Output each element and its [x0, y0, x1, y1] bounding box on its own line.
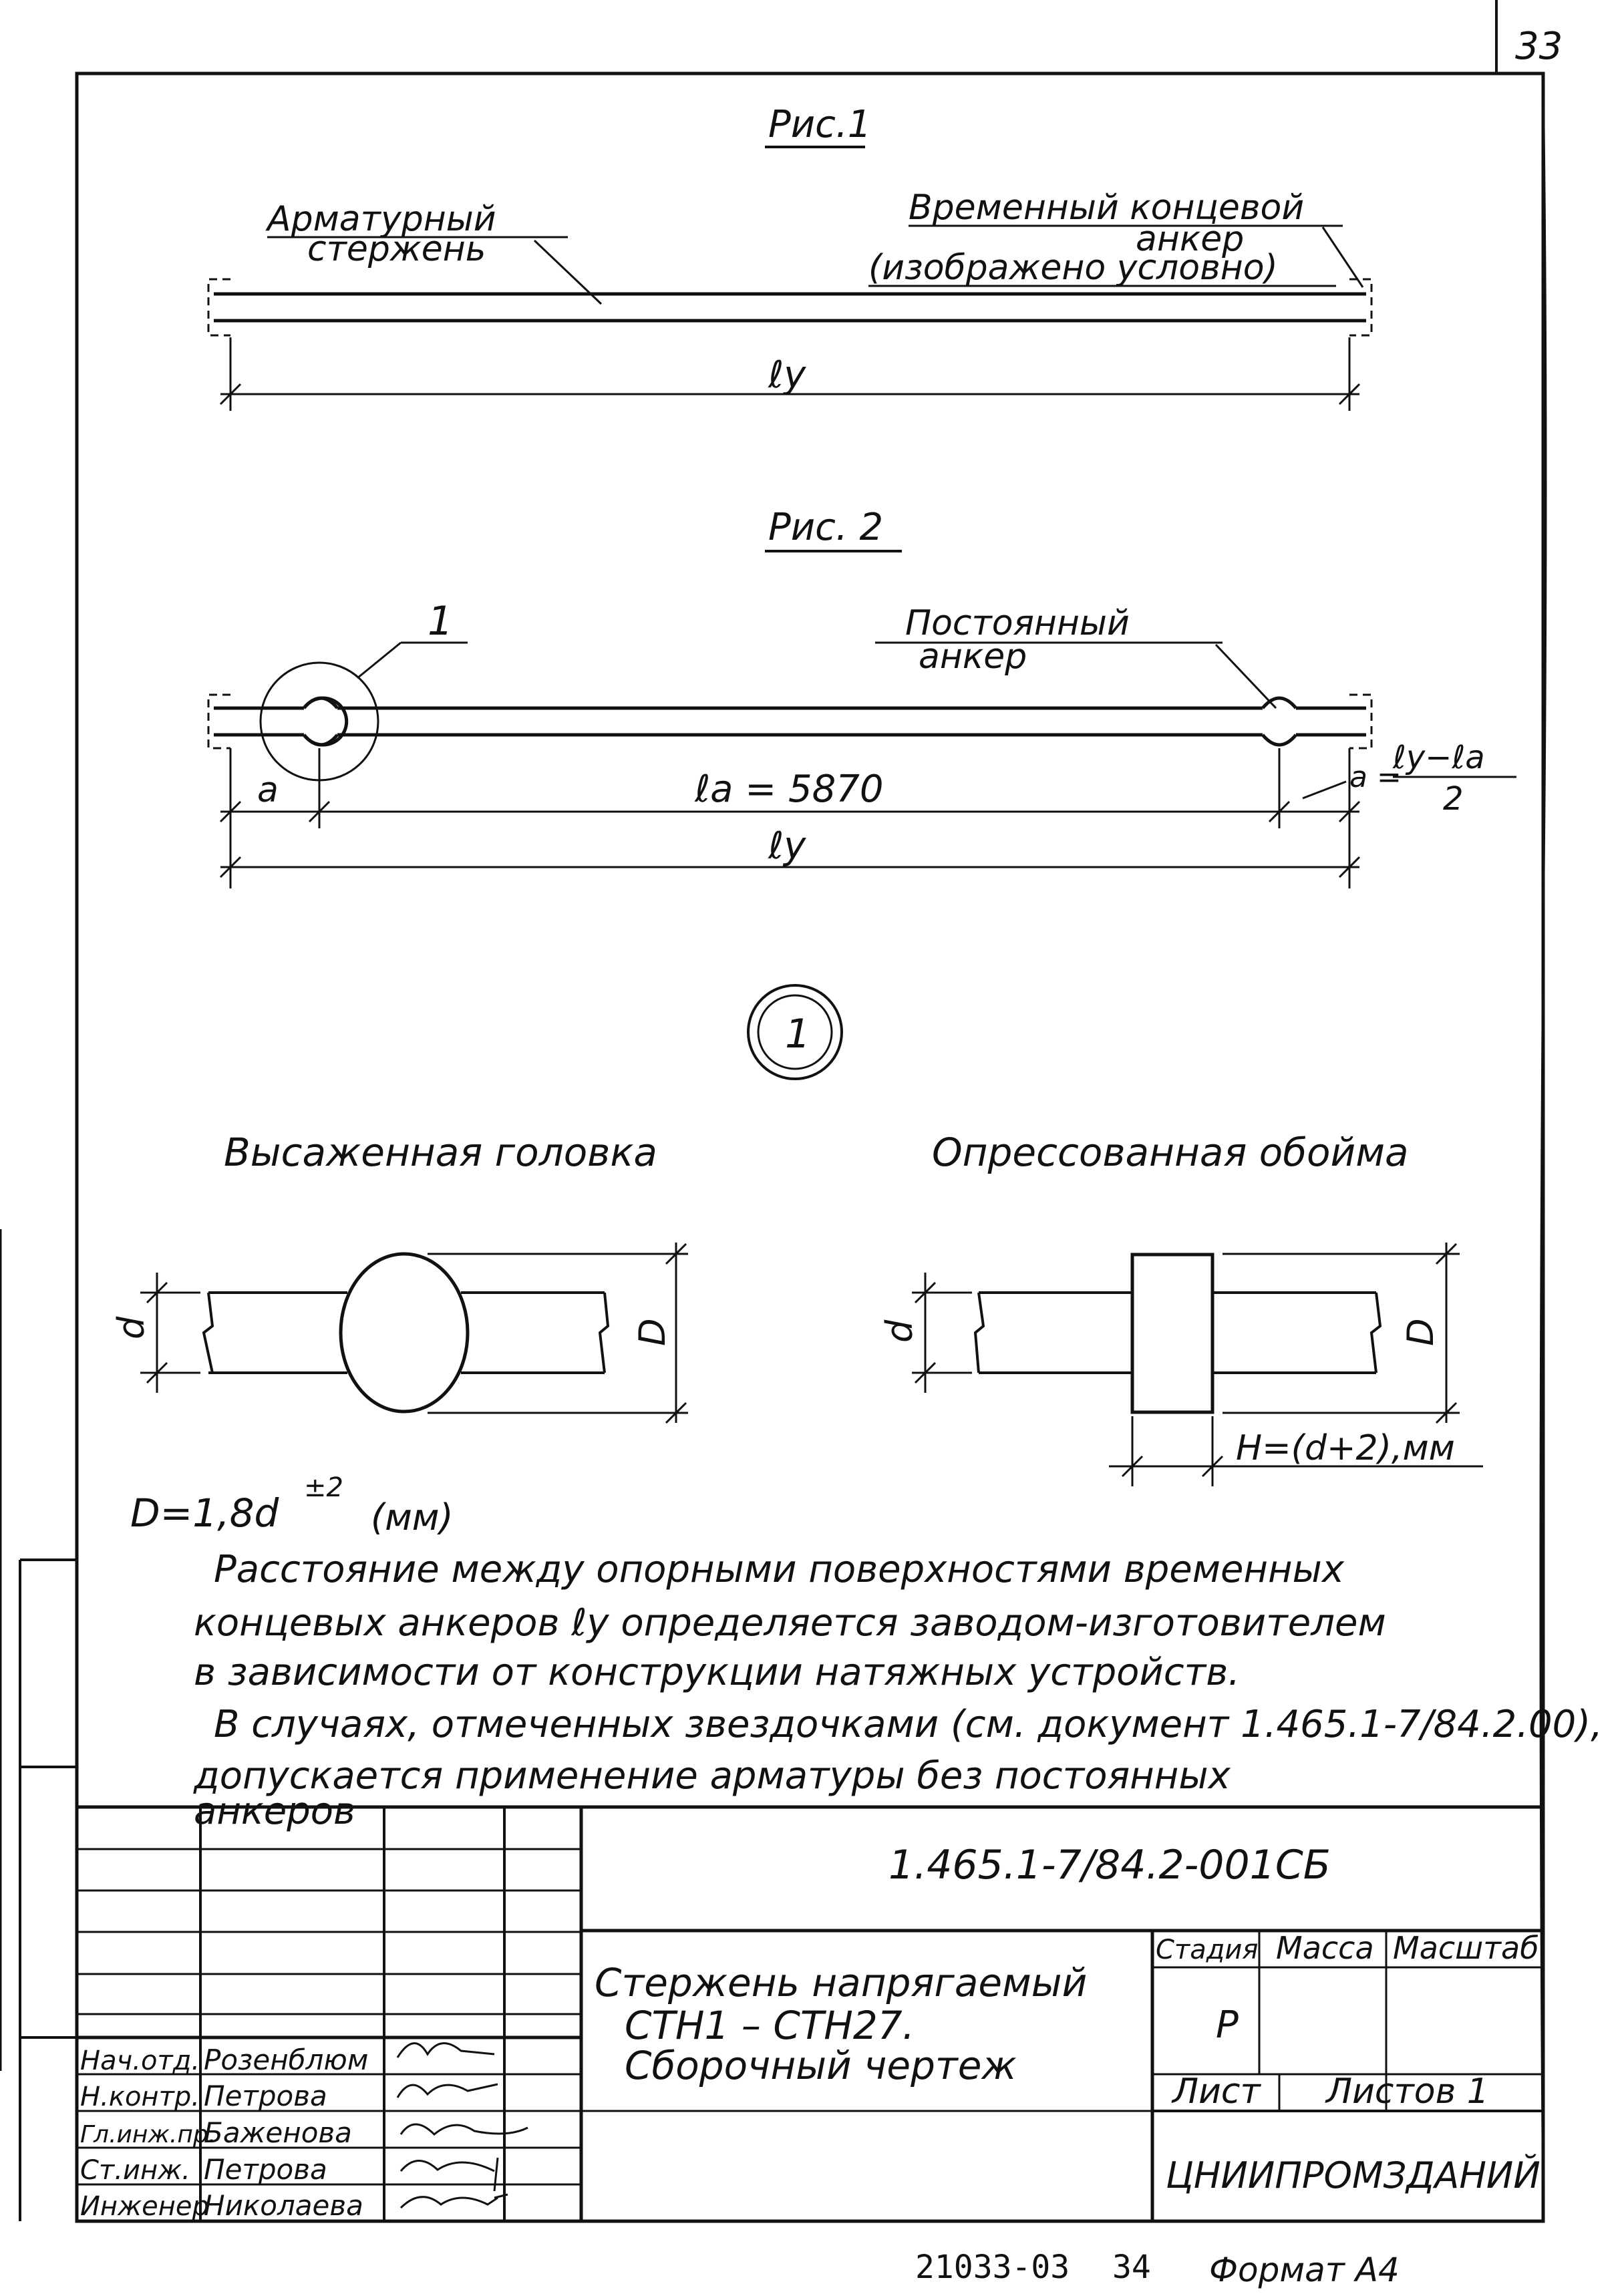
detail-heading-right: Опрессованная обойма: [932, 1130, 1409, 1175]
sheet-small: 34: [1112, 2249, 1151, 2286]
fig2-anchor-head-right: [1263, 698, 1296, 745]
stage-value: Р: [1216, 2003, 1239, 2047]
fig2-callout-number: 1: [428, 598, 454, 645]
fig2-formula-den: 2: [1443, 780, 1464, 818]
doc-code: 1.465.1-7/84.2-001СБ: [888, 1842, 1331, 1889]
sleeve-dim-d: d: [878, 1319, 921, 1343]
sig-role-1: Нач.отд.: [80, 2045, 200, 2076]
formula-unit: (мм): [371, 1496, 454, 1538]
upset-head-drawing: [140, 1243, 688, 1423]
note-line-6: анкеров: [194, 1790, 356, 1833]
note-line-3: в зависимости от конструкции натяжных устройств.: [194, 1651, 1241, 1694]
fig1-title: Рис.1: [768, 103, 872, 146]
binding-strip: [20, 1560, 77, 2221]
detail-number: 1: [785, 1011, 811, 1057]
sig-role-2: Н.контр.: [80, 2082, 200, 2112]
sleeve-dim-D: D: [1400, 1318, 1442, 1346]
col-stage-label: Стадия: [1156, 1935, 1259, 1965]
sig-name-2: Петрова: [204, 2080, 327, 2112]
fig2-dim-ly: ℓy: [768, 824, 806, 868]
fig1-label-rod-2: стержень: [307, 229, 486, 269]
detail-1: [110, 985, 1483, 1486]
sig-name-1: Розенблюм: [204, 2043, 369, 2076]
note-line-5: допускается применение арматуры без постоянных: [194, 1754, 1231, 1798]
fig2-formula-lhs: a =: [1349, 760, 1402, 794]
fig1-anchor-right: [1349, 279, 1371, 335]
fig1-dim-ly: ℓy: [768, 353, 806, 397]
sig-name-3: Баженова: [204, 2116, 352, 2149]
sig-role-5: Инженер: [80, 2191, 209, 2222]
note-line-4: В случаях, отмеченных звездочками (см. документ 1.465.1-7/84.2.00),: [214, 1703, 1603, 1746]
fig1-rod: [214, 294, 1366, 321]
formula-main: D=1,8d: [130, 1490, 279, 1536]
fig2-dim-a-left: a: [257, 770, 279, 810]
formula-tolerance: ±2: [304, 1472, 343, 1503]
note-line-2: концевых анкеров ℓy определяется заводом-изготовителем: [194, 1601, 1386, 1645]
notes: [130, 1472, 1603, 1833]
sleeve-dim-H: H=(d+2),мм: [1236, 1428, 1455, 1468]
handwritten-signatures: [397, 2043, 528, 2208]
format-label: Формат А4: [1209, 2251, 1400, 2289]
col-scale-label: Масштаб: [1393, 1930, 1539, 1966]
fig2-dim-la: ℓa = 5870: [695, 768, 884, 811]
product-name-1: Стержень напрягаемый: [595, 1960, 1088, 2005]
col-mass-label: Масса: [1276, 1930, 1374, 1966]
sheet-label: Лист: [1172, 2072, 1261, 2112]
product-name-3: Сборочный чертеж: [625, 2043, 1017, 2088]
detail-heading-left: Высаженная головка: [224, 1130, 657, 1175]
organization: ЦНИИПРОМЗДАНИЙ: [1166, 2154, 1540, 2196]
fig1-label-anchor-1: Временный концевой: [909, 188, 1305, 228]
fig1-anchor-left: [208, 279, 230, 335]
stamp-number: 21033-03: [915, 2249, 1070, 2286]
fig1-label-rod-1: Арматурный: [267, 199, 496, 239]
fig2-label-anchor-1: Постоянный: [905, 603, 1130, 643]
sig-role-3: Гл.инж.пр.: [80, 2121, 216, 2148]
sheets-label: Листов 1: [1326, 2072, 1489, 2112]
sheet-page-number: 33: [1515, 25, 1563, 68]
signature-rows: [80, 2043, 368, 2222]
fig2-rod: [214, 708, 1366, 735]
sig-name-4: Петрова: [204, 2153, 327, 2186]
upset-dim-d: d: [110, 1316, 152, 1339]
upset-dim-D: D: [631, 1318, 673, 1346]
fig2-title: Рис. 2: [768, 506, 884, 549]
fig1-label-anchor-2: анкер: [1136, 219, 1245, 259]
fig2: [208, 506, 1516, 888]
note-line-1: Расстояние между опорными поверхностями временных: [214, 1548, 1344, 1591]
product-name-2: СТН1 – СТН27.: [625, 2003, 915, 2048]
sig-role-4: Ст.инж.: [80, 2155, 190, 2186]
sig-name-5: Николаева: [204, 2189, 363, 2222]
fig1: [208, 103, 1371, 411]
fig1-label-anchor-3: (изображено условно): [868, 248, 1278, 288]
fig2-label-anchor-2: анкер: [919, 637, 1027, 677]
fig2-anchor-head-left: [304, 698, 347, 745]
fig2-formula-num: ℓy−ℓa: [1393, 739, 1485, 776]
